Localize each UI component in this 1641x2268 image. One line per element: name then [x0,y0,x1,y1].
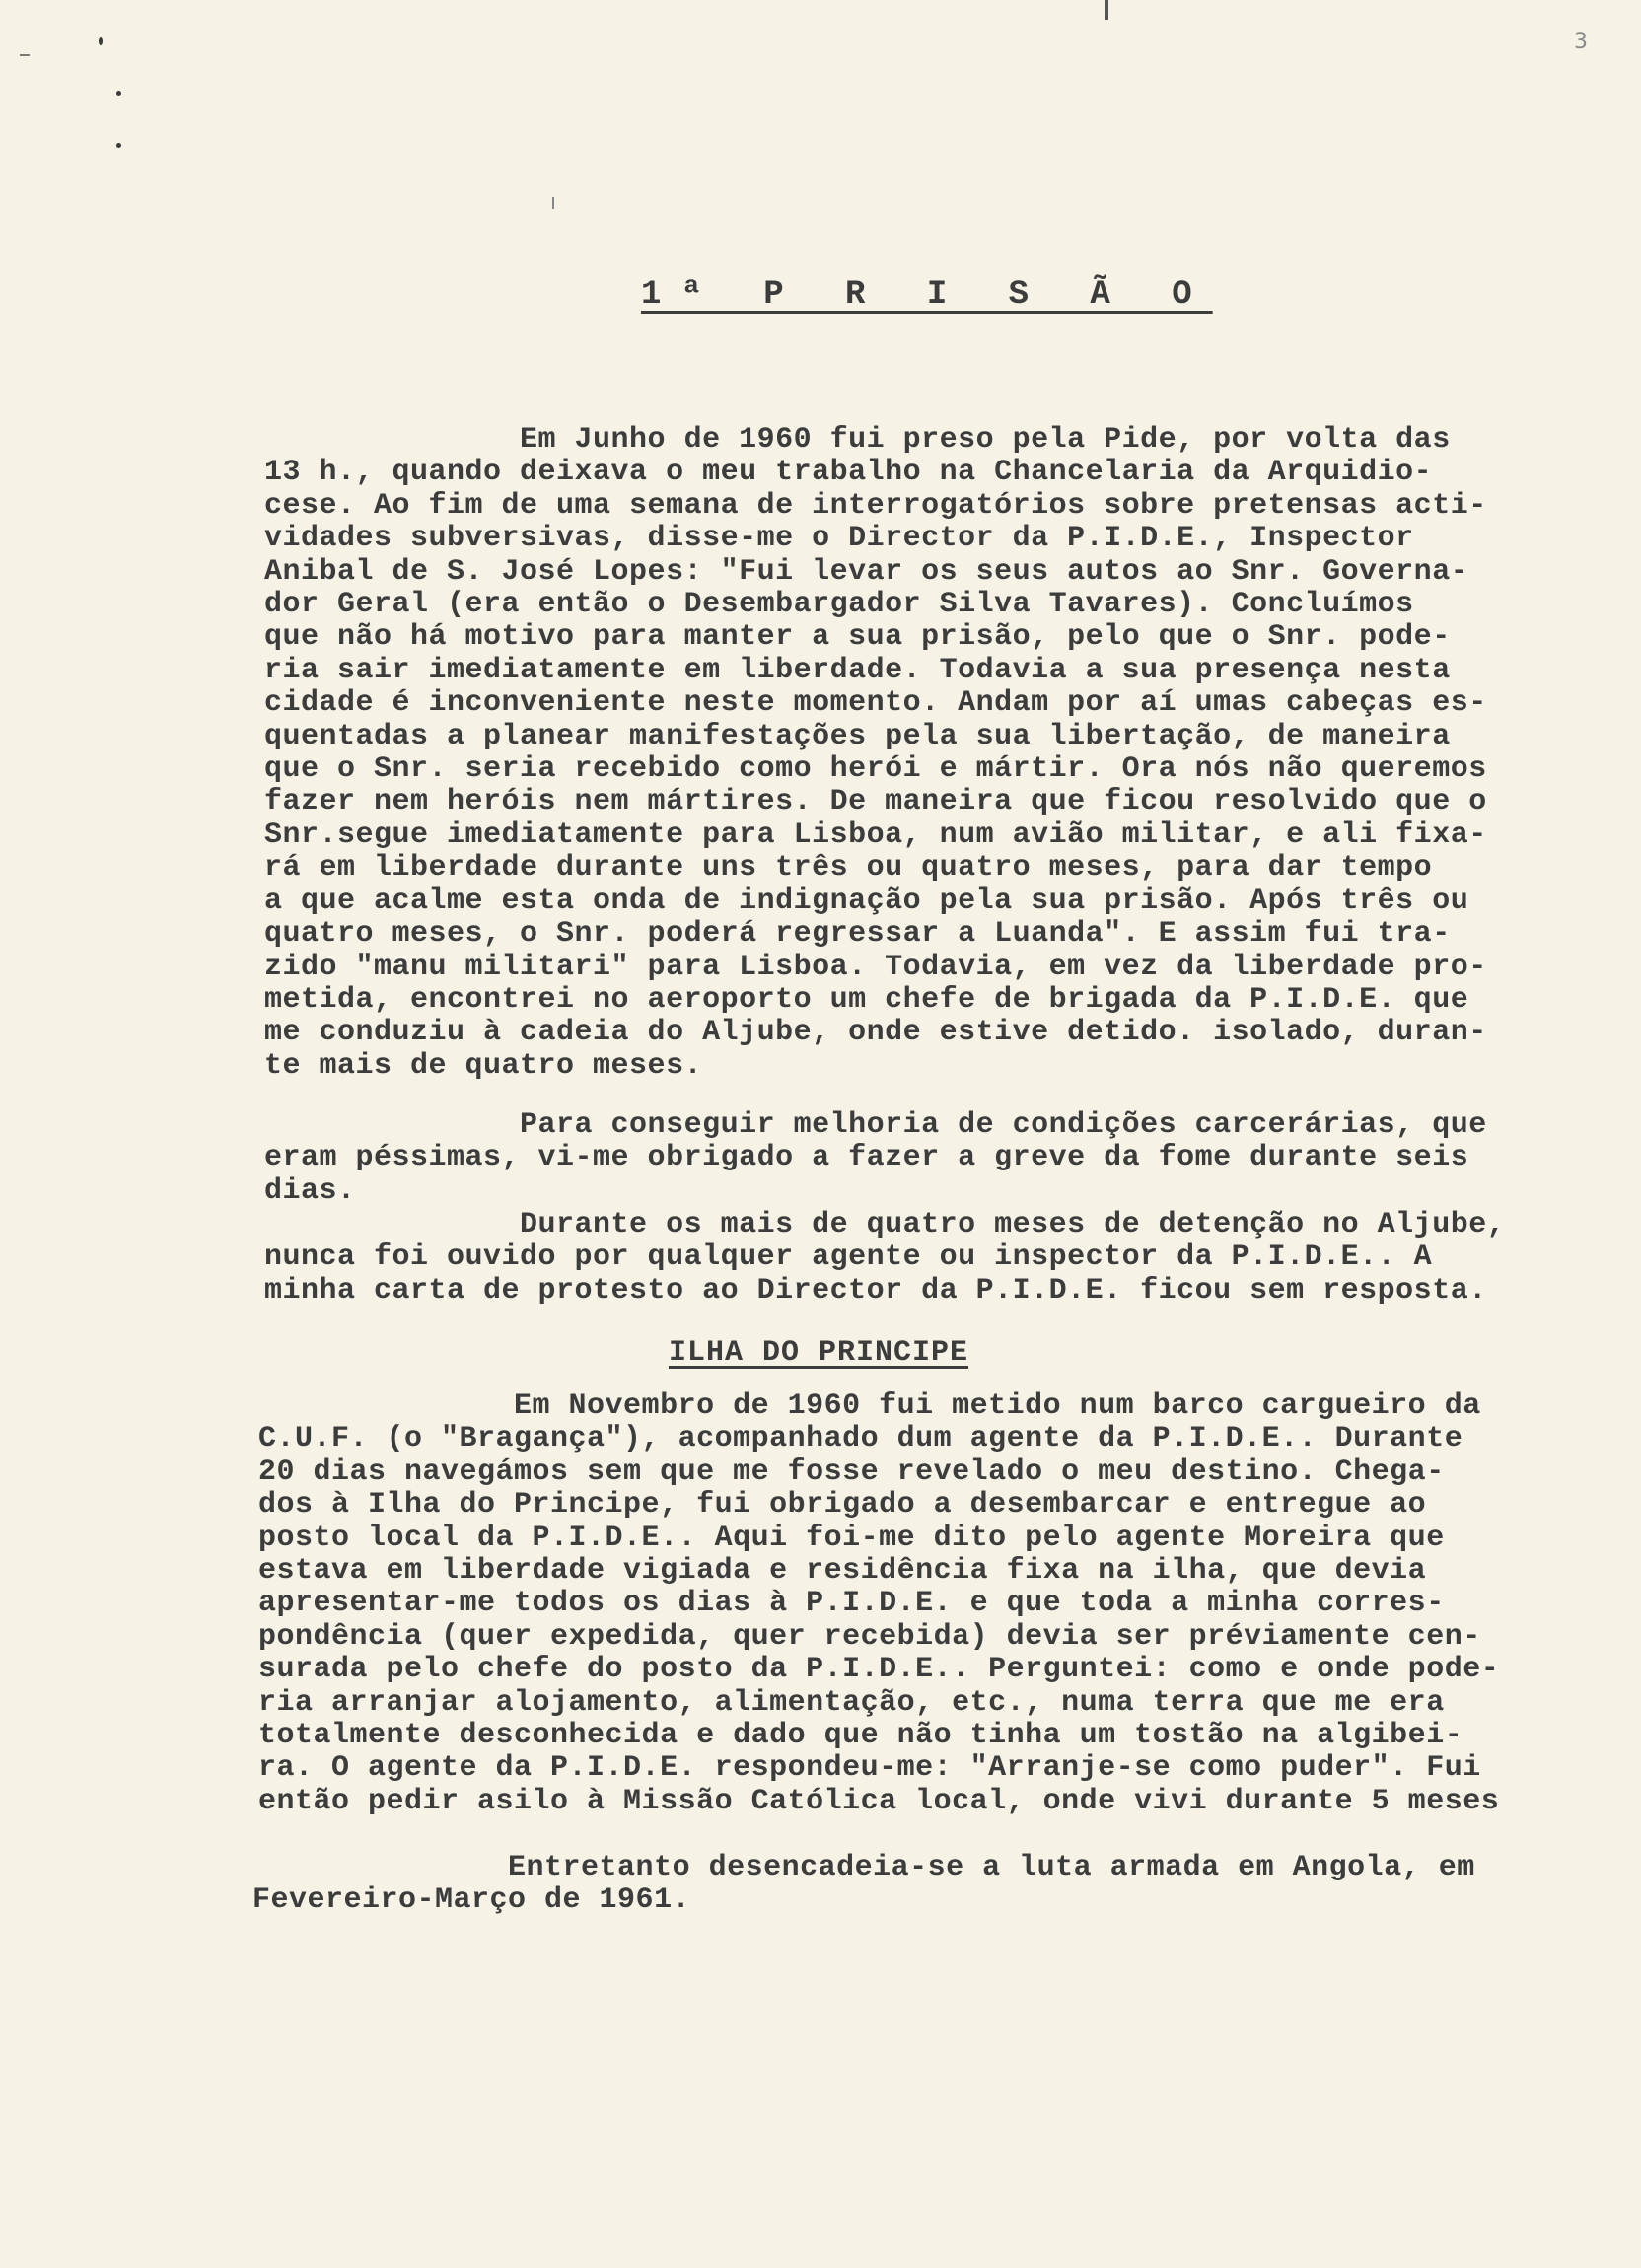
page-number: 3 [1574,30,1588,54]
paragraph-first-arrest: Em Junho de 1960 fui preso pela Pide, por volta das 13 h., quando deixava o meu trabalho na Chancelaria da Arquidio- cese. Ao fim de uma semana de interrogatórios sobre pretensas acti- vidades subversivas, disse-me o Director da P.I.D.E., Inspector Anibal de S. José Lopes: "Fui levar os seus autos ao Snr. Governa- dor Geral (era então o Desembargador Silva Tavares). Concluímos que não há motivo para manter a sua prisão, pelo que o Snr. pode- ria sair imediatamente em liberdade. Todavia a sua presença nesta cidade é inconveniente neste momento. Andam por aí umas cabeças es- quentadas a planear manifestações pela sua libertação, de maneira que o Snr. seria recebido como herói e mártir. Ora nós não queremos fazer nem heróis nem mártires. De maneira que ficou resolvido que o Snr.segue imediatamente para Lisboa, num avião militar, e ali fixa- rá em liberdade durante uns três ou quatro meses, para dar tempo a que acalme esta onda de indignação pela sua prisão. Após três ou quatro meses, o Snr. poderá regressar a Luanda". E assim fui tra- zido "manu militari" para Lisboa. Todavia, em vez da liberdade pro- metida, encontrei no aeroporto um chefe de brigada da P.I.D.E. que me conduziu à cadeia do Aljube, onde estive detido. isolado, duran- te mais de quatro meses. [264,423,1487,1083]
paragraph-hunger-strike: Para conseguir melhoria de condições carcerárias, que eram péssimas, vi-me obrigado a fazer a greve da fome durante seis dias. [264,1108,1487,1208]
paragraph-armed-struggle: Entretanto desencadeia-se a luta armada em Angola, em Fevereiro-Março de 1961. [252,1851,1475,1918]
edge-mark [20,54,30,56]
paper-speck [116,143,121,148]
paragraph-principe-island: Em Novembro de 1960 fui metido num barco cargueiro da C.U.F. (o "Bragança"), acompanhado dum agente da P.I.D.E.. Durante 20 dias navegámos sem que me fosse revelado o meu destino. Chega- dos à Ilha do Principe, fui obrigado a desembarcar e entregue ao posto local da P.I.D.E.. Aqui foi-me dito pelo agente Moreira que estava em liberdade vigiada e residência fixa na ilha, que devia apresentar-me todos os dias à P.I.D.E. e que toda a minha corres- pondência (quer expedida, quer recebida) devia ser préviamente cen- surada pelo chefe do posto da P.I.D.E.. Perguntei: como e onde pode- ria arranjar alojamento, alimentação, etc., numa terra que me era totalmente desconhecida e dado que não tinha um tostão na algibei- ra. O agente da P.I.D.E. respondeu-me: "Arranje-se como puder". Fui então pedir asilo à Missão Católica local, onde vivi durante 5 meses [258,1389,1500,1818]
section-heading: ILHA DO PRINCIPE [669,1336,969,1370]
paper-speck [116,91,121,96]
page-title: 1ª P R I S Ã O [641,276,1213,314]
edge-mark [552,197,554,209]
paper-speck [99,37,103,45]
edge-mark [1105,0,1108,20]
paragraph-detention: Durante os mais de quatro meses de detenção no Aljube, nunca foi ouvido por qualquer agente ou inspector da P.I.D.E.. A minha carta de protesto ao Director da P.I.D.E. ficou sem resposta. [264,1208,1506,1308]
